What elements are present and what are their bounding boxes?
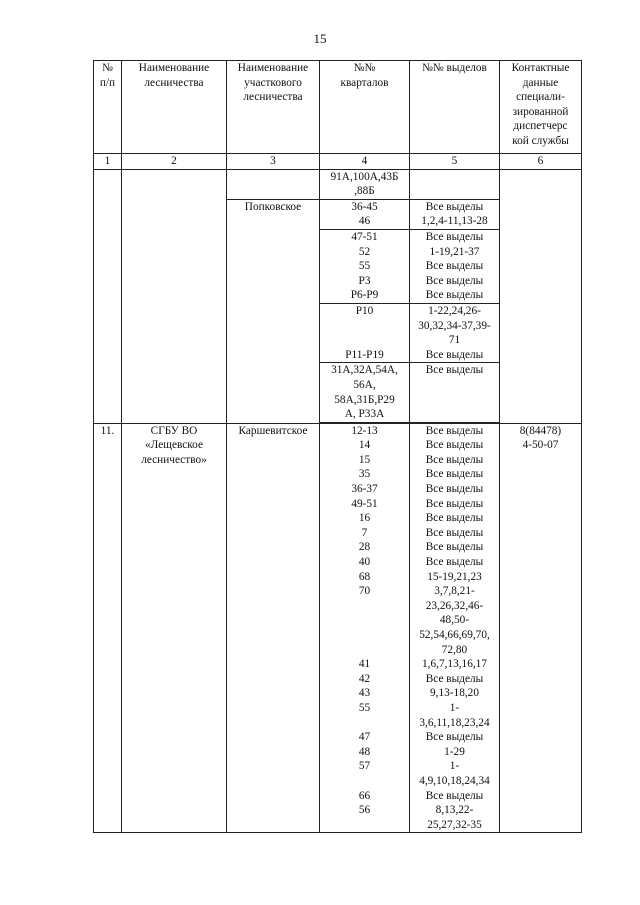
cell-district-name: Каршевитское	[227, 423, 320, 833]
cell-line: 52	[358, 245, 371, 258]
cell-line: 55	[358, 260, 371, 273]
cell-line: диспетчерс	[513, 120, 568, 133]
cell-line	[322, 613, 407, 628]
cell-line: участкового	[244, 76, 302, 89]
cell-line: Все выделы	[425, 731, 484, 744]
cell-line: кварталов	[340, 76, 389, 89]
cell-line: лесничества	[243, 91, 303, 104]
cell-quarters	[320, 169, 410, 199]
cell-line: Все выделы	[425, 789, 484, 802]
cell-line: Все выделы	[425, 439, 484, 452]
cell-line: Все выделы	[425, 672, 484, 685]
cell-line: п/п	[99, 76, 116, 89]
cell-line: 36-45	[351, 200, 378, 213]
cell-district-continued	[227, 169, 320, 199]
cell-line: 68	[358, 570, 371, 583]
cell-line: 1-	[449, 760, 460, 773]
cell-line: 55	[358, 701, 371, 714]
cell-line: 48	[358, 745, 371, 758]
cell-line: 15	[358, 453, 371, 466]
header-allotments	[410, 61, 500, 154]
cell-contacts	[500, 423, 582, 833]
cell-line: 30,32,34-37,39-	[418, 319, 491, 332]
cell-forestry-name	[122, 423, 227, 833]
cell-line: 41	[358, 658, 371, 671]
cell-line: 58А,31Б,Р29	[334, 393, 395, 406]
cell-line	[322, 774, 407, 789]
cell-quarters	[320, 423, 410, 833]
cell-line: №№ выделов	[422, 62, 487, 74]
cell-line: 1,6,7,13,16,17	[422, 658, 487, 671]
cell-line: Наименование	[138, 62, 210, 74]
cell-line: №№	[353, 62, 376, 74]
cell-allotments	[410, 363, 500, 422]
cell-allotments	[410, 199, 500, 229]
cell-line: 49-51	[351, 497, 378, 510]
cell-line: А, Р33А	[344, 408, 385, 421]
cell-line: 66	[358, 789, 371, 802]
cell-line: 4,9,10,18,24,34	[419, 774, 490, 787]
cell-line: зированной	[512, 105, 569, 118]
cell-line: 14	[358, 439, 371, 452]
column-number: 5	[410, 154, 500, 170]
cell-line: Все выделы	[425, 230, 484, 243]
cell-line: 56А,	[353, 378, 376, 391]
cell-line	[322, 599, 407, 614]
cell-line: Все выделы	[425, 364, 484, 377]
cell-line: 71	[448, 334, 461, 347]
cell-line: Все выделы	[425, 497, 484, 510]
cell-quarters	[320, 363, 410, 422]
cell-line: Все выделы	[425, 348, 484, 361]
cell-line	[322, 643, 407, 658]
cell-row-number: 11.	[94, 423, 122, 833]
cell-allotments	[410, 303, 500, 362]
cell-line: 8(84478)	[519, 424, 562, 437]
cell-line: 25,27,32-35	[427, 818, 482, 831]
column-number: 4	[320, 154, 410, 170]
cell-line: специали-	[516, 91, 565, 104]
cell-line: 15-19,21,23	[427, 570, 482, 583]
cell-line: Контактные	[511, 62, 570, 74]
cell-line: 48,50-	[439, 614, 470, 627]
column-number: 2	[122, 154, 227, 170]
cell-line: Наименование	[237, 62, 309, 74]
cell-quarters	[320, 229, 410, 303]
forestry-table	[93, 60, 582, 833]
cell-line: 4-50-07	[522, 439, 559, 452]
cell-line: 46	[358, 215, 371, 228]
cell-line: 91А,100А,43Б	[330, 170, 399, 183]
cell-line: 35	[358, 468, 371, 481]
cell-line: Р3	[358, 274, 371, 287]
cell-line: ,88Б	[354, 185, 375, 198]
cell-line: Все выделы	[425, 424, 484, 437]
cell-quarters	[320, 303, 410, 362]
header-district-name	[227, 61, 320, 154]
header-number	[94, 61, 122, 154]
cell-line: 47-51	[351, 230, 378, 243]
cell-line: 3,6,11,18,23,24	[419, 716, 490, 729]
column-number-row	[94, 154, 582, 170]
cell-line: 1-19,21-37	[429, 245, 480, 258]
cell-line: кой службы	[512, 134, 569, 147]
cell-line	[322, 818, 407, 833]
cell-allotments	[410, 229, 500, 303]
cell-line: «Лещевское	[145, 439, 203, 452]
header-forestry-name	[122, 61, 227, 154]
cell-line	[322, 716, 407, 731]
cell-line: Все выделы	[425, 483, 484, 496]
cell-line: Все выделы	[425, 200, 484, 213]
cell-line: 16	[358, 512, 371, 525]
cell-allotments	[410, 423, 500, 833]
cell-line: 8,13,22-	[435, 804, 474, 817]
cell-line: 40	[358, 556, 371, 569]
cell-line: 43	[358, 687, 371, 700]
cell-line: Р10	[355, 304, 374, 317]
cell-line: 56	[358, 804, 371, 817]
cell-line: Р11-Р19	[345, 348, 384, 361]
cell-line: Все выделы	[425, 541, 484, 554]
cell-line: 9,13-18,20	[430, 687, 479, 700]
cell-contacts-continued	[500, 169, 582, 423]
cell-line: 7	[361, 526, 368, 539]
cell-line: 1,2,4-11,13-28	[421, 215, 488, 228]
cell-line: 1-22,24,26-	[428, 304, 481, 317]
cell-line: 36-37	[351, 483, 378, 496]
cell-line: 70	[358, 585, 371, 598]
cell-line: Все выделы	[425, 526, 484, 539]
cell-line: 42	[358, 672, 371, 685]
cell-line: 28	[358, 541, 371, 554]
cell-line: Все выделы	[425, 453, 484, 466]
cell-line: 52,54,66,69,70,	[419, 629, 490, 641]
cell-line: 1-29	[444, 745, 465, 758]
cell-line: Все выделы	[425, 260, 484, 273]
cell-forestry-continued	[122, 169, 227, 423]
cell-line	[322, 319, 407, 334]
cell-line: 57	[358, 760, 371, 773]
cell-allotments	[410, 169, 500, 199]
cell-district-name: Попковское	[227, 199, 320, 423]
cell-quarters	[320, 199, 410, 229]
cell-line: 72,80	[441, 643, 468, 656]
column-number: 3	[227, 154, 320, 170]
cell-line: 12-13	[351, 424, 378, 437]
table-header-row	[94, 61, 582, 154]
cell-line: Все выделы	[425, 556, 484, 569]
cell-line: Все выделы	[425, 274, 484, 287]
cell-line: Все выделы	[425, 512, 484, 525]
cell-line: лесничество»	[141, 453, 207, 466]
cell-line: 1-	[449, 701, 460, 714]
cell-line: №	[102, 62, 113, 74]
column-number: 1	[94, 154, 122, 170]
cell-line: лесничества	[144, 76, 204, 89]
cell-line: 47	[358, 731, 371, 744]
table-row	[94, 169, 582, 199]
cell-line: 23,26,32,46-	[425, 599, 484, 612]
page-number: 15	[313, 31, 327, 46]
cell-line	[322, 333, 407, 348]
cell-line: СГБУ ВО	[150, 424, 198, 437]
cell-line: данные	[522, 76, 559, 89]
cell-line	[322, 628, 407, 643]
cell-line: Р6-Р9	[350, 289, 379, 302]
column-number: 6	[500, 154, 582, 170]
cell-line: Все выделы	[425, 468, 484, 481]
table-row	[94, 423, 582, 833]
header-contacts	[500, 61, 582, 154]
cell-line: 31А,32А,54А,	[331, 364, 398, 377]
cell-line: 3,7,8,21-	[434, 585, 475, 598]
header-quarters	[320, 61, 410, 154]
cell-number-continued	[94, 169, 122, 423]
cell-line: Все выделы	[425, 289, 484, 302]
